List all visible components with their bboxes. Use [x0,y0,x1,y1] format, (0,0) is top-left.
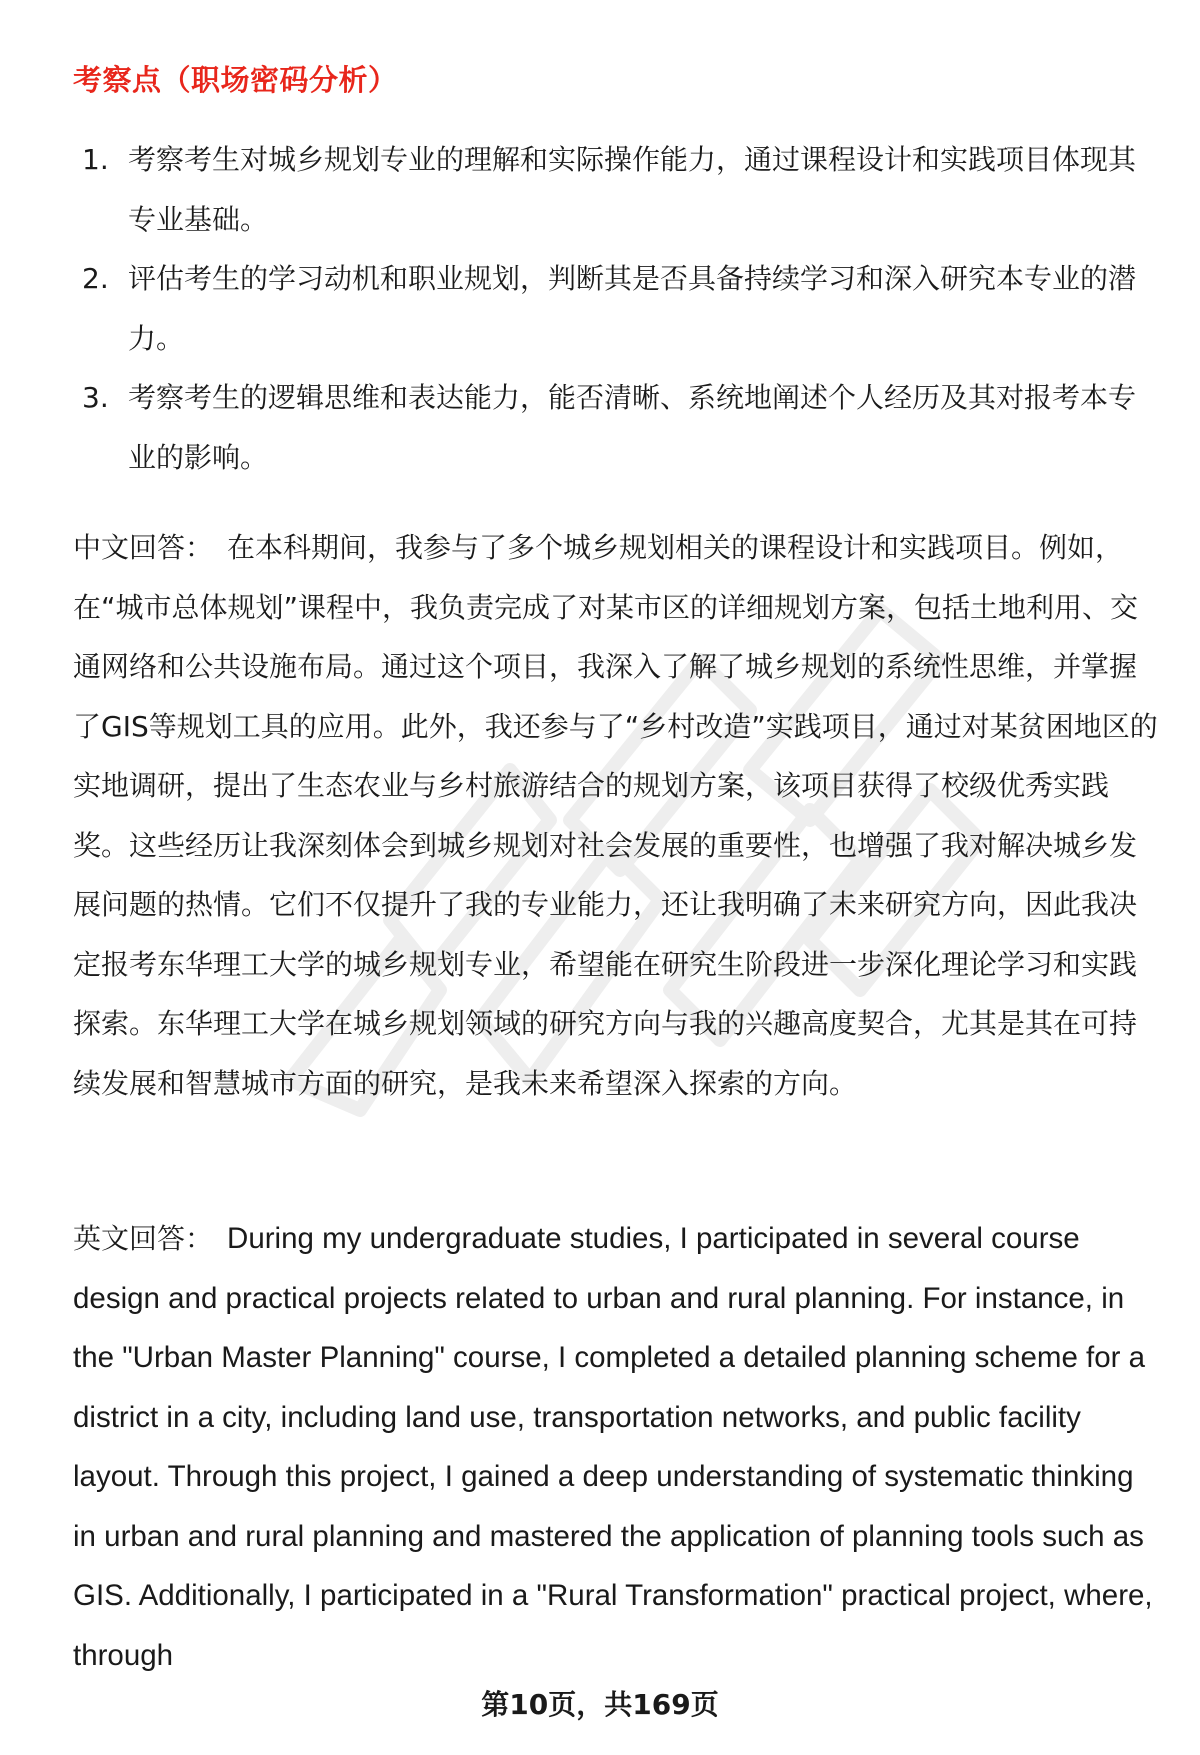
chinese-answer-text: 在本科期间，我参与了多个城乡规划相关的课程设计和实践项目。例如，在“城市总体规划”课程中，我负责完成了对某市区的详细规划方案，包括土地利用、交通网络和公共设施布局。通过这个项目，我深入了解了城乡规划的系统性思维，并掌握了GIS等规划工具的应用。此外，我还参与了“乡村改造”实践项目，通过对某贫困地区的实地调研，提出了生态农业与乡村旅游结合的规划方案，该项目获得了校级优秀实践奖。这些经历让我深刻体会到城乡规划对社会发展的重要性，也增强了我对解决城乡发展问题的热情。它们不仅提升了我的专业能力，还让我明确了未来研究方向，因此我决定报考东华理工大学的城乡规划专业，希望能在研究生阶段进一步深化理论学习和实践探索。东华理工大学在城乡规划领域的研究方向与我的兴趣高度契合，尤其是其在可持续发展和智慧城市方面的研究，是我未来希望深入探索的方向。 [73,531,1158,1100]
list-item-text: 评估考生的学习动机和职业规划，判断其是否具备持续学习和深入研究本专业的潜力。 [128,262,1137,355]
english-answer-label: 英文回答： [73,1222,214,1255]
list-item-text: 考察考生对城乡规划专业的理解和实际操作能力，通过课程设计和实践项目体现其专业基础。 [128,143,1137,236]
page-number-footer: 第10页，共169页 [481,1688,719,1721]
list-item-number: 1. [82,143,109,176]
list-item-text: 考察考生的逻辑思维和表达能力，能否清晰、系统地阐述个人经历及其对报考本专业的影响。 [128,381,1137,474]
english-answer-paragraph [73,1209,1158,1685]
chinese-answer-paragraph [73,518,1158,1113]
list-item-number: 2. [82,262,109,295]
english-answer-text: During my undergraduate studies, I participated in several course design and practical projects related to urban and rural planning. For instance, in the "Urban Master Planning" course, I completed a detailed planning scheme for a district in a city, including land use, transportation networks, and public facility layout. Through this project, I gained a deep understanding of systematic thinking in urban and rural planning and mastered the application of planning tools such as GIS. Additionally, I participated in a "Rural Transformation" practical project, where, through [73,1222,1153,1672]
section-title: 考察点（职场密码分析） [73,63,398,97]
list-item [82,368,1147,487]
assessment-points-list [82,130,1147,487]
list-item [82,130,1147,249]
list-item-number: 3. [82,381,109,414]
chinese-answer-label: 中文回答： [73,531,214,564]
list-item [82,249,1147,368]
